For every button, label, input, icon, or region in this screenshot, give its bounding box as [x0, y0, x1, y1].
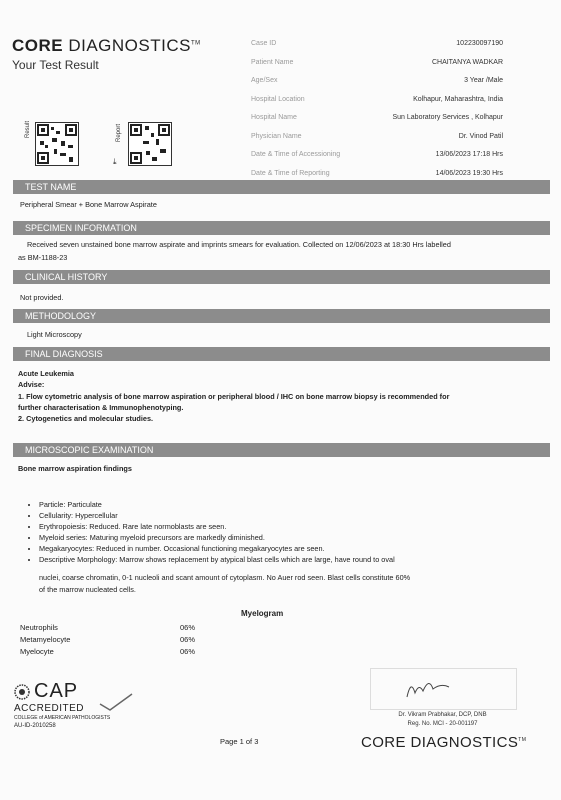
- page-subtitle: Your Test Result: [12, 58, 99, 72]
- qr-pattern-icon: [36, 123, 78, 165]
- clinical-history-value: Not provided.: [20, 293, 64, 302]
- section-header-microscopic: MICROSCOPIC EXAMINATION: [13, 443, 550, 457]
- footer-brand-tm: TM: [518, 737, 527, 743]
- advise-item-2: 2. Cytogenetics and molecular studies.: [18, 414, 154, 423]
- cap-big-text: CAP: [34, 680, 79, 702]
- methodology-value: Light Microscopy: [27, 330, 82, 339]
- myelogram-cell-name: Myelocyte: [20, 647, 54, 656]
- cap-id: AU-ID-2010258: [14, 723, 56, 729]
- brand-logo: [12, 36, 201, 56]
- info-label: Patient Name: [251, 58, 294, 66]
- finding-item: • Descriptive Morphology: Marrow shows replacement by atypical blast cells which are large, have round to oval: [39, 554, 545, 565]
- info-value: Dr. Vinod Patil: [458, 132, 503, 140]
- info-value: 3 Year /Male: [464, 77, 503, 84]
- specimen-line-2: as BM-1188-23: [18, 253, 68, 262]
- result-qr-code[interactable]: [35, 122, 79, 166]
- advise-label: Advise:: [18, 380, 45, 389]
- advise-item-1b: further characterisation & Immunophenotyping.: [18, 403, 184, 412]
- qr-result-label: Result: [25, 120, 31, 138]
- myelogram-cell-value: 06%: [180, 647, 196, 656]
- download-icon[interactable]: ⤓: [113, 157, 117, 166]
- advise-item-1a: 1. Flow cytometric analysis of bone marrow aspiration or peripheral blood / IHC on bone marrow biopsy is recommended for: [18, 392, 450, 401]
- finding-item: • Erythropoiesis: Reduced. Rare late normoblasts are seen.: [39, 521, 545, 532]
- microscopic-subhead: Bone marrow aspiration findings: [18, 464, 132, 473]
- page-number: Page 1 of 3: [220, 737, 259, 746]
- myelogram-cell-name: Neutrophils: [20, 623, 58, 632]
- signature-scribble-icon: [371, 669, 516, 709]
- report-qr-code[interactable]: [128, 122, 172, 166]
- signer-reg: Reg. No. MCI - 20-001197: [407, 721, 478, 727]
- cap-accredited-text: ACCREDITED: [14, 703, 85, 714]
- info-value: 14/06/2023 19:30 Hrs: [435, 169, 503, 177]
- qr-pattern-icon: [129, 123, 171, 165]
- signature-box: [370, 668, 517, 710]
- info-label: Hospital Location: [251, 95, 305, 103]
- final-diagnosis-value: Acute Leukemia: [18, 369, 74, 378]
- finding-item: • Cellularity: Hypercellular: [39, 510, 545, 521]
- findings-list: [25, 499, 545, 565]
- myelogram-cell-value: 06%: [180, 635, 196, 644]
- specimen-line-1: Received seven unstained bone marrow aspirate and imprints smears for evaluation. Collected on 12/06/2023 at 18:30 Hrs labelled: [27, 240, 451, 249]
- finding-item: • Particle: Particulate: [39, 499, 545, 510]
- signer-name: Dr. Vikram Prabhakar, DCP, DNB: [398, 712, 487, 718]
- info-label: Date & Time of Accessioning: [251, 151, 341, 158]
- cap-globe-icon: [14, 684, 30, 700]
- finding-item: • Myeloid series: Maturing myeloid precursors are markedly diminished.: [39, 532, 545, 543]
- section-header-test-name: TEST NAME: [13, 180, 550, 194]
- finding-item: • Megakaryocytes: Reduced in number. Occasional functioning megakaryocytes are seen.: [39, 543, 545, 554]
- section-header-clinical-history: CLINICAL HISTORY: [13, 270, 550, 284]
- description-continued-1: nuclei, coarse chromatin, 0-1 nucleoli and scant amount of cytoplasm. No Auer rod seen. Blast cells constitute 60%: [39, 573, 411, 582]
- info-value: CHAITANYA WADKAR: [431, 58, 503, 66]
- section-header-specimen: SPECIMEN INFORMATION: [13, 221, 550, 235]
- myelogram-cell-value: 06%: [180, 623, 196, 632]
- info-label: Hospital Name: [251, 114, 297, 121]
- info-value: 102230097190: [456, 40, 503, 47]
- section-header-methodology: METHODOLOGY: [13, 309, 550, 323]
- cap-college-text: COLLEGE of AMERICAN PATHOLOGISTS: [14, 715, 111, 721]
- qr-report-label: Report: [116, 123, 122, 142]
- cap-logo: [14, 680, 110, 729]
- info-value: 13/06/2023 17:18 Hrs: [435, 151, 503, 158]
- description-continued-2: of the marrow nucleated cells.: [39, 585, 136, 594]
- info-label: Physician Name: [251, 132, 302, 140]
- info-value: Kolhapur, Maharashtra, India: [413, 95, 503, 103]
- section-header-final-diagnosis: FINAL DIAGNOSIS: [13, 347, 550, 361]
- test-name-value: Peripheral Smear + Bone Marrow Aspirate: [20, 200, 157, 209]
- brand-tm: TM: [190, 40, 201, 47]
- info-value: Sun Laboratory Services , Kolhapur: [392, 114, 503, 121]
- footer-brand: [361, 734, 526, 751]
- info-label: Date & Time of Reporting: [251, 169, 330, 177]
- brand-rest: DIAGNOSTICS: [63, 36, 191, 55]
- checkmark-icon: [98, 692, 134, 712]
- myelogram-cell-name: Metamyelocyte: [20, 635, 71, 644]
- info-label: Age/Sex: [251, 77, 278, 84]
- info-label: Case ID: [251, 40, 277, 47]
- brand-bold: CORE: [12, 36, 64, 55]
- footer-brand-text: CORE DIAGNOSTICS: [361, 734, 519, 751]
- myelogram-title: Myelogram: [241, 609, 284, 618]
